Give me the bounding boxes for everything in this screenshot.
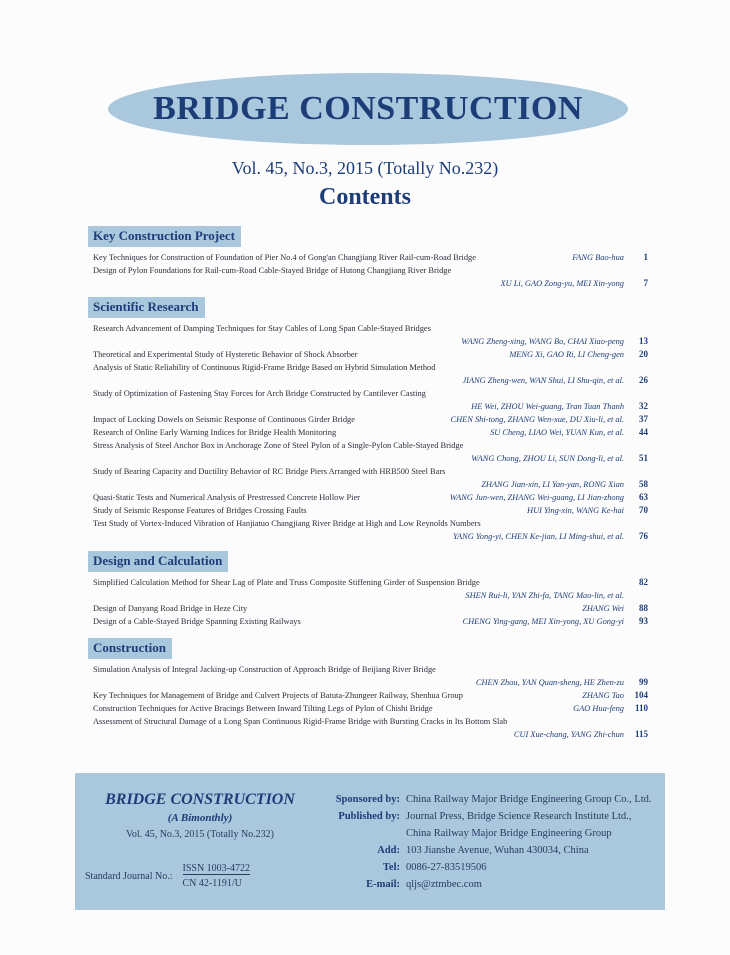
entry-page: 76 [639,531,648,541]
footer-journal-block [85,791,315,840]
publisher-info [325,791,652,893]
entry-authors: GAO Hua-feng [573,704,624,713]
info-label: E-mail: [366,879,400,890]
info-row [325,876,652,893]
entry-page: 51 [639,453,648,463]
entry-authors: CHENG Ying-gang, MEI Xin-yong, XU Gong-yi [462,617,624,626]
info-label: Sponsored by: [335,794,400,805]
entry-title: Key Techniques for Construction of Foundation of Pier No.4 of Gong'an Changjiang River Rail-cum-Road Bridge [93,253,476,262]
entry-title: Research Advancement of Damping Techniques for Stay Cables of Long Span Cable-Stayed Bridges [93,324,431,333]
issue-line: Vol. 45, No.3, 2015 (Totally No.232) [231,158,499,178]
section-title: Scientific Research [88,297,205,318]
entry-authors: WANG Zheng-xing, WANG Bo, CHAI Xiao-peng [461,337,624,346]
toc-entry[interactable] [88,439,648,465]
entry-title: Design of Pylon Foundations for Rail-cum-Road Cable-Stayed Bridge of Hutong Changjiang River Bridge [93,266,452,275]
entry-authors: HE Wei, ZHOU Wei-guang, Tran Tuan Thanh [471,402,624,411]
entry-page: 115 [634,729,648,739]
toc-entry[interactable] [88,348,648,361]
entry-title: Impact of Locking Dowels on Seismic Response of Continuous Girder Bridge [93,415,355,424]
toc-entry[interactable] [88,264,648,290]
entry-title: Test Study of Vortex-Induced Vibration of Hanjiatuo Changjiang River Bridge at High and Low Reynolds Numbers [93,519,481,528]
entry-authors: CHEN Shi-tong, ZHANG Wen-xue, DU Xiu-li, et al. [450,415,624,424]
entry-authors: ZHANG Tao [582,691,624,700]
section-title: Construction [88,638,172,659]
toc-entry[interactable] [88,702,648,715]
entry-title: Assessment of Structural Damage of a Long Span Continuous Rigid-Frame Bridge with Bursting Cracks in Its Bottom Slab [93,717,508,726]
entry-page: 32 [639,401,648,411]
info-row [325,791,652,808]
section-title: Design and Calculation [88,551,228,572]
entry-authors: MENG Xi, GAO Ri, LI Cheng-gen [509,350,624,359]
footer-issue: Vol. 45, No.3, 2015 (Totally No.232) [126,829,274,840]
toc-entry[interactable] [88,715,648,741]
standard-label: Standard Journal No.: [85,870,173,882]
toc-entry[interactable] [88,426,648,439]
toc-entry[interactable] [88,615,648,628]
entry-page: 20 [639,349,648,359]
entry-page: 7 [643,278,648,288]
toc-entry[interactable] [88,663,648,689]
footer-subtitle: (A Bimonthly) [167,812,233,824]
entry-title: Study of Bearing Capacity and Ductility Behavior of RC Bridge Piers Arranged with HRB500 Steel Bars [93,467,446,476]
journal-title: BRIDGE CONSTRUCTION [153,90,583,127]
entry-title: Analysis of Static Reliability of Continuous Rigid-Frame Bridge Based on Hybrid Simulation Method [93,363,436,372]
entry-title: Design of Danyang Road Bridge in Heze City [93,604,248,613]
entry-page: 1 [643,252,648,262]
entry-title: Design of a Cable-Stayed Bridge Spanning Existing Railways [93,617,301,626]
footer-title: BRIDGE CONSTRUCTION [105,791,295,808]
entry-authors: WANG Chong, ZHOU Li, SUN Dong-li, et al. [471,454,624,463]
info-value: 103 Jianshe Avenue, Wuhan 430034, China [406,845,589,856]
entry-authors: ZHANG Wei [582,604,624,613]
entry-authors: WANG Jun-wen, ZHANG Wei-guang, LI Jian-zhong [449,493,624,502]
entry-title: Stress Analysis of Steel Anchor Box in Anchorage Zone of Steel Pylon of a Single-Pylon Cable-Stayed Bridge [93,441,464,450]
entry-page: 99 [639,677,648,687]
entry-title: Simplified Calculation Method for Shear Lag of Plate and Truss Composite Stiffening Girder of Suspension Bridge [93,578,480,587]
entry-title: Simulation Analysis of Integral Jacking-up Construction of Approach Bridge of Beijiang River Bridge [93,665,436,674]
toc-entry[interactable] [88,322,648,348]
info-value: China Railway Major Bridge Engineering Group Co., Ltd. [406,794,652,805]
toc-entry[interactable] [88,517,648,543]
section-3 [88,638,648,741]
toc-entry[interactable] [88,504,648,517]
entry-title: Study of Seismic Response Features of Bridges Crossing Faults [93,506,307,515]
entry-title: Construction Techniques for Active Bracings Between Inward Tilting Legs of Pylon of Chishi Bridge [93,704,433,713]
toc-entry[interactable] [88,491,648,504]
entry-title: Quasi-Static Tests and Numerical Analysis of Prestressed Concrete Hollow Pier [93,493,360,502]
entry-page: 104 [634,690,648,700]
entry-title: Theoretical and Experimental Study of Hysteretic Behavior of Shock Absorber [93,350,358,359]
entry-authors: CUI Xue-chang, YANG Zhi-chun [513,730,624,739]
toc-entry[interactable] [88,602,648,615]
entry-page: 88 [639,603,648,613]
info-value: China Railway Major Bridge Engineering Group [406,828,612,839]
info-value: Journal Press, Bridge Science Research Institute Ltd., [406,811,632,822]
entry-page: 44 [639,427,648,437]
entry-authors: SU Cheng, LIAO Wei, YUAN Kun, et al. [490,428,624,437]
info-row [325,859,652,876]
info-label [325,825,406,842]
info-label: Published by: [338,811,400,822]
entry-page: 93 [639,616,648,626]
info-label: Add: [377,845,400,856]
info-row [325,842,652,859]
toc-entry[interactable] [88,689,648,702]
info-value: 0086-27-83519506 [406,862,487,873]
entry-title: Study of Optimization of Fastening Stay Forces for Arch Bridge Constructed by Cantilever Casting [93,389,426,398]
info-label: Tel: [382,862,400,873]
toc-entry[interactable] [88,413,648,426]
toc-entry[interactable] [88,251,648,264]
entry-authors: XU Li, GAO Zong-yu, MEI Xin-yong [500,279,624,288]
info-row [325,825,652,842]
section-1 [88,297,648,543]
entry-title: Research of Online Early Warning Indices for Bridge Health Monitoring [93,428,337,437]
entry-page: 63 [639,492,648,502]
entry-page: 110 [634,703,648,713]
cn-number: CN 42-1191/U [182,878,242,889]
section-0 [88,226,648,290]
entry-page: 37 [639,414,648,424]
entry-page: 58 [639,479,648,489]
standard-journal-number [85,861,250,891]
entry-authors: CHEN Zhou, YAN Quan-sheng, HE Zhen-zu [475,678,624,687]
entry-authors: ZHANG Jian-xin, LI Yan-yan, RONG Xian [481,480,624,489]
toc-entry[interactable] [88,576,648,602]
title-banner [108,73,628,145]
entry-authors: HUI Ying-xin, WANG Ke-hai [527,506,624,515]
contents-heading: Contents [318,184,411,210]
footer-info-box [75,773,665,910]
toc-entry[interactable] [88,361,648,387]
entry-page: 70 [639,505,648,515]
entry-authors: SHEN Rui-li, YAN Zhi-fa, TANG Mao-lin, et al. [465,591,624,600]
entry-page: 13 [639,336,648,346]
issn: ISSN 1003-4722 [182,863,251,874]
section-2 [88,551,648,628]
info-value: qljs@ztmbec.com [406,879,482,890]
entry-authors: FANG Bao-hua [572,253,624,262]
toc-entry[interactable] [88,387,648,413]
info-row [325,808,652,825]
entry-page: 26 [639,375,648,385]
section-title: Key Construction Project [88,226,241,247]
entry-authors: YANG Yong-yi, CHEN Ke-jian, LI Ming-shui, et al. [452,532,624,541]
entry-authors: JIANG Zheng-wen, WAN Shui, LI Shu-qin, et al. [462,376,624,385]
toc-entry[interactable] [88,465,648,491]
entry-page: 82 [639,577,648,587]
entry-title: Key Techniques for Management of Bridge and Culvert Projects of Batuta-Zhungeer Railway, Shenhua Group [93,691,463,700]
